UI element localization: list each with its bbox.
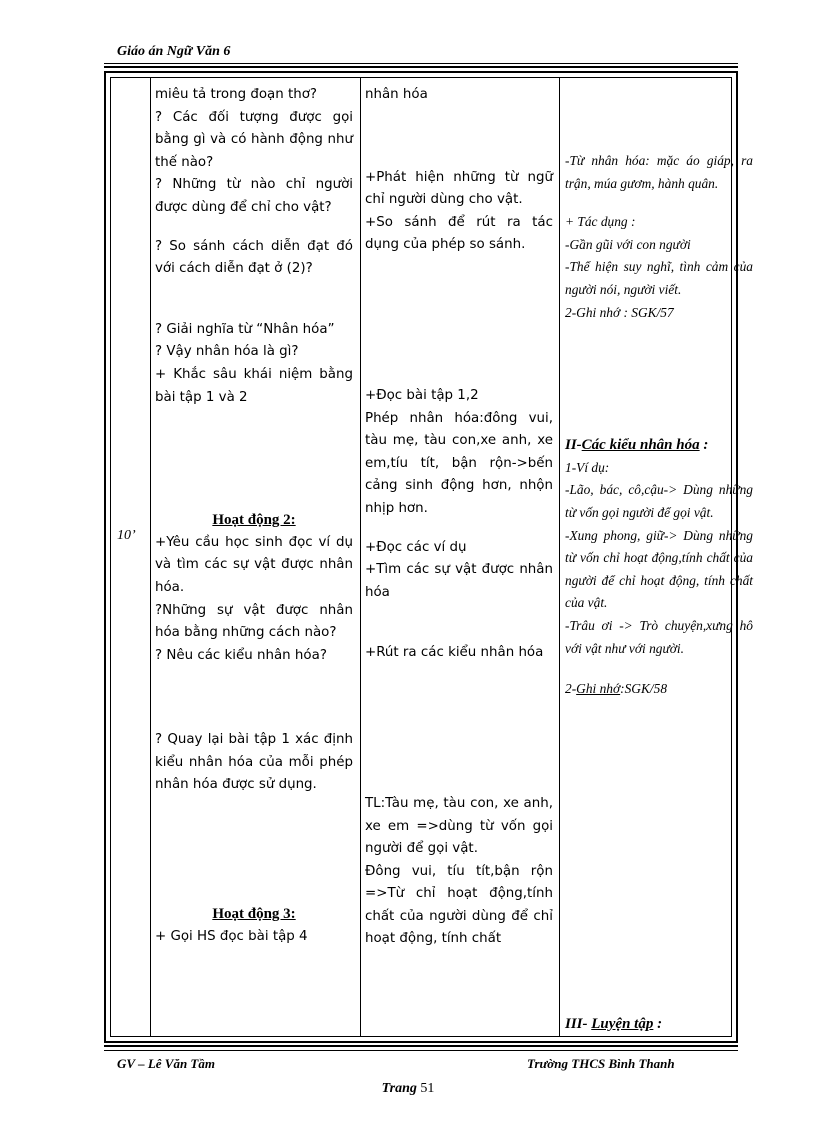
footer-teacher: GV – Lê Văn Tầm [117,1056,215,1071]
memo-prefix: 2- [565,681,577,697]
document-header-title: Giáo án Ngữ Văn 6 [117,44,231,59]
activity-2-heading: Hoạt động 2: [212,512,296,529]
col3-block-1 [565,150,753,195]
memo-link: Ghi nhớ [576,681,621,697]
col2-line: Đông vui, tíu tít,bận rộn =>Từ chỉ hoạt động,tính chất của người dùng để chỉ hoạt động, tính chất [365,863,553,947]
page-number [0,1081,816,1097]
col3-line: -Trâu ơi -> Trò chuyện,xưng hô với vật như với người. [565,617,753,656]
col1-line: miêu tả trong đoạn thơ? [155,87,318,102]
column-divider-3 [559,77,560,1037]
col3-line: -Thể hiện suy nghĩ, tình cảm của người nói, người viết. [565,259,753,297]
col1-block-6 [155,926,353,949]
col3-line: -Xung phong, giữ-> Dùng những từ vốn chỉ hoạt động,tính chất của người để chỉ hoạt động, tính chất của vật. [565,527,753,611]
col2-block-1 [365,84,553,107]
column-divider-1 [150,77,151,1037]
col1-line: ? Giải nghĩa từ “Nhân hóa” [155,321,335,337]
col2-block-2 [365,167,553,257]
section-3-heading [565,1016,662,1033]
col2-line: +So sánh để rút ra tác dụng của phép so sánh. [365,214,553,253]
col3-line: 1-Ví dụ: [565,459,610,475]
student-activity-column [365,84,553,951]
col1-line: ? Quay lại bài tập 1 xác định kiểu nhân hóa của mỗi phép nhân hóa được sử dụng. [155,732,353,793]
col2-block-6 [365,793,553,951]
col1-line: +Yêu cầu học sinh đọc ví dụ và tìm các sự vật được nhân hóa. [155,534,353,595]
col3-block-3 [565,457,753,660]
header-rule-thin [104,63,738,64]
page-value: 51 [420,1081,435,1096]
col1-line: ? So sánh cách diễn đạt đó với cách diễn đạt ở (2)? [155,238,353,277]
col3-line: -Gần gũi với con người [565,236,691,252]
section-3-title: Luyện tập [591,1016,654,1032]
col1-block-5 [155,729,353,797]
teacher-activity-column [155,84,353,948]
col1-line: + Gọi HS đọc bài tập 4 [155,928,308,944]
col3-block-2 [565,211,753,324]
col1-block-2 [155,236,353,281]
section-2-title: Các kiểu nhân hóa [581,437,700,454]
col1-block-1 [155,84,353,220]
col2-line: nhân hóa [365,87,428,102]
col1-line: ?Những sự vật được nhân hóa bằng những cách nào? [155,602,353,641]
section-3-prefix: III- [565,1016,592,1032]
col3-line: -Lão, bác, cô,cậu-> Dùng những từ vốn gọi người để gọi vật. [565,482,753,520]
col2-block-4 [365,537,553,605]
col1-block-3 [155,319,353,409]
column-divider-2 [360,77,361,1037]
section-2-prefix: II- [565,437,582,454]
col2-block-5 [365,642,553,665]
col2-line: +Rút ra các kiểu nhân hóa [365,645,544,661]
col2-line: Phép nhân hóa:đông vui, tàu mẹ, tàu con,xe anh, xe em,tíu tít, bận rộn->bến cảng sinh động hơn, nhộn nhịp hơn. [365,410,553,516]
col1-line: ? Các đối tượng được gọi bằng gì và có hành động như thế nào? [155,109,353,170]
col1-block-4 [155,532,353,668]
section-3-suffix: : [653,1016,663,1032]
footer-rule-thick [104,1045,738,1047]
col2-block-3 [365,385,553,521]
time-label: 10’ [117,528,136,543]
col3-line: 2-Ghi nhớ : SGK/57 [565,304,674,320]
header-rule-thick [104,66,738,68]
memo-suffix: :SGK/58 [620,681,668,697]
col1-line: ? Những từ nào chỉ người được dùng để chỉ cho vật? [155,177,353,215]
col2-line: +Đọc các ví dụ [365,539,467,555]
col2-line: TL:Tàu mẹ, tàu con, xe anh, xe em =>dùng từ vốn gọi người để gọi vật. [365,795,553,857]
page-label: Trang [381,1081,417,1096]
activity-3-heading: Hoạt động 3: [212,906,296,923]
col2-line: +Tìm các sự vật được nhân hóa [365,562,553,600]
col3-line: + Tác dụng : [565,214,636,230]
footer-school: Trường THCS Bình Thanh [527,1056,675,1071]
col1-line: ? Vậy nhân hóa là gì? [155,344,299,360]
col2-line: +Phát hiện những từ ngữ chỉ người dùng cho vật. [365,169,553,208]
col1-line: ? Nêu các kiểu nhân hóa? [155,647,327,663]
col2-line: +Đọc bài tập 1,2 [365,387,479,403]
col3-line: -Từ nhân hóa: mặc áo giáp, ra trận, múa gươm, hành quân. [565,153,753,191]
footer-rule-thin [104,1050,738,1051]
section-2-heading [565,434,753,457]
content-column [565,150,753,701]
col1-line: + Khắc sâu khái niệm bằng bài tập 1 và 2 [155,366,353,405]
col3-block-4 [565,678,753,701]
section-2-suffix: : [699,437,709,454]
